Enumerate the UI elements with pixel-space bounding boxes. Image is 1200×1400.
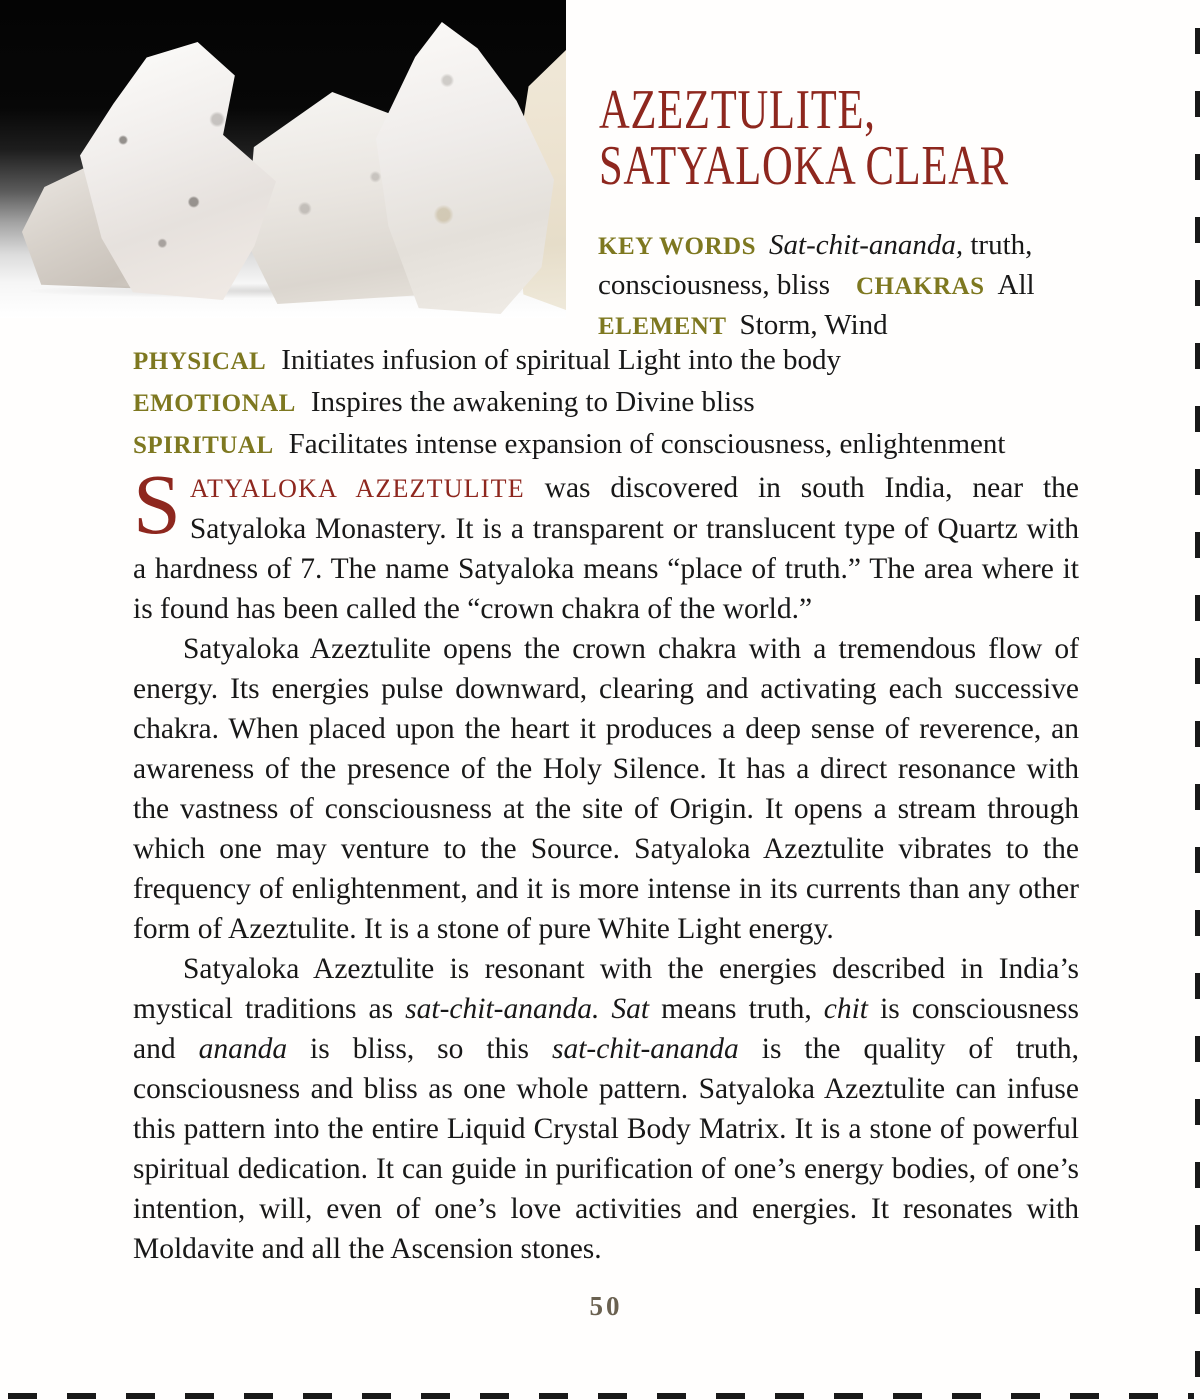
property-label: EMOTIONAL <box>133 390 296 417</box>
body-paragraph <box>133 949 1079 1269</box>
property-row <box>133 340 1093 382</box>
body-text-run: is the quality of truth, consciousness and bliss as one whole pattern. Satyaloka Azeztulite can infuse this pattern into the entire Liquid Crystal Body Matrix. It is a stone of powerful spiritual dedication. It can guide in purification of one’s energy bodies, of one’s intention, will, even of one’s love activities and energies. It resonates with Moldavite and all the Ascension stones. <box>133 1033 1080 1265</box>
page-title <box>599 79 1159 197</box>
italic-text: ananda <box>198 1033 288 1065</box>
body-text-run: is consciousness and <box>133 993 1079 1065</box>
body-paragraph <box>133 629 1079 949</box>
properties-block <box>133 340 1093 466</box>
property-row <box>133 424 1093 466</box>
page-edge-tabs-right <box>1195 28 1200 1394</box>
lead-smallcaps: ATYALOKA AZEZTULITE <box>189 474 525 503</box>
page-edge-tabs-bottom <box>8 1393 1194 1399</box>
page-number: 50 <box>589 1291 623 1321</box>
chakras-value: All <box>997 269 1035 301</box>
italic-text: sat-chit-ananda <box>551 1033 739 1065</box>
property-text: Inspires the awakening to Divine bliss <box>310 386 755 418</box>
body-text <box>133 456 1080 1269</box>
element-label: ELEMENT <box>598 313 727 340</box>
body-text-run: Satyaloka Azeztulite is resonant with the energies described in India’s mystical traditions as <box>133 953 1079 1025</box>
property-text: Initiates infusion of spiritual Light into the body <box>281 344 841 376</box>
keywords-block <box>598 226 1084 346</box>
property-text: Facilitates intense expansion of consciousness, enlightenment <box>288 428 1006 460</box>
italic-text: chit <box>823 993 869 1025</box>
page-title-line2: SATYALOKA CLEAR <box>599 135 1009 197</box>
body-text-run: is bliss, so this <box>287 1033 552 1065</box>
chakras-label: CHAKRAS <box>856 273 985 300</box>
property-row <box>133 382 1093 424</box>
body-paragraph <box>133 456 1079 629</box>
property-label: SPIRITUAL <box>133 432 274 459</box>
property-label: PHYSICAL <box>133 348 267 375</box>
crystal-photo <box>0 0 566 318</box>
body-text-run: was discovered in south India, near the Satyaloka Monastery. It is a transparent or translucent type of Quartz with a hardness of 7. The name Satyaloka means “place of truth.” The area where it is found has been called the “crown chakra of the world.” <box>133 472 1079 625</box>
page-title-line1: AZEZTULITE, <box>599 79 876 141</box>
drop-cap: S <box>133 456 181 552</box>
italic-text: sat-chit-ananda. Sat <box>405 993 650 1025</box>
key-words-italic: Sat-chit-ananda, <box>769 229 964 261</box>
key-words-text: truth, consciousness, bliss <box>598 229 1033 301</box>
body-text-run: Satyaloka Azeztulite opens the crown chakra with a tremendous flow of energy. Its energies pulse downward, clearing and activating each successive chakra. When placed upon the heart it produces a deep sense of reverence, an awareness of the presence of the Holy Silence. It has a direct resonance with the vastness of consciousness at the site of Origin. It opens a stream through which one may venture to the Source. Satyaloka Azeztulite vibrates to the frequency of enlightenment, and it is more intense in its currents than any other form of Azeztulite. It is a stone of pure White Light energy. <box>133 633 1079 945</box>
page-number-row <box>133 1291 1079 1322</box>
body-text-run: means truth, <box>649 993 824 1025</box>
key-words-label: KEY WORDS <box>598 233 757 260</box>
element-value: Storm, Wind <box>739 309 888 341</box>
